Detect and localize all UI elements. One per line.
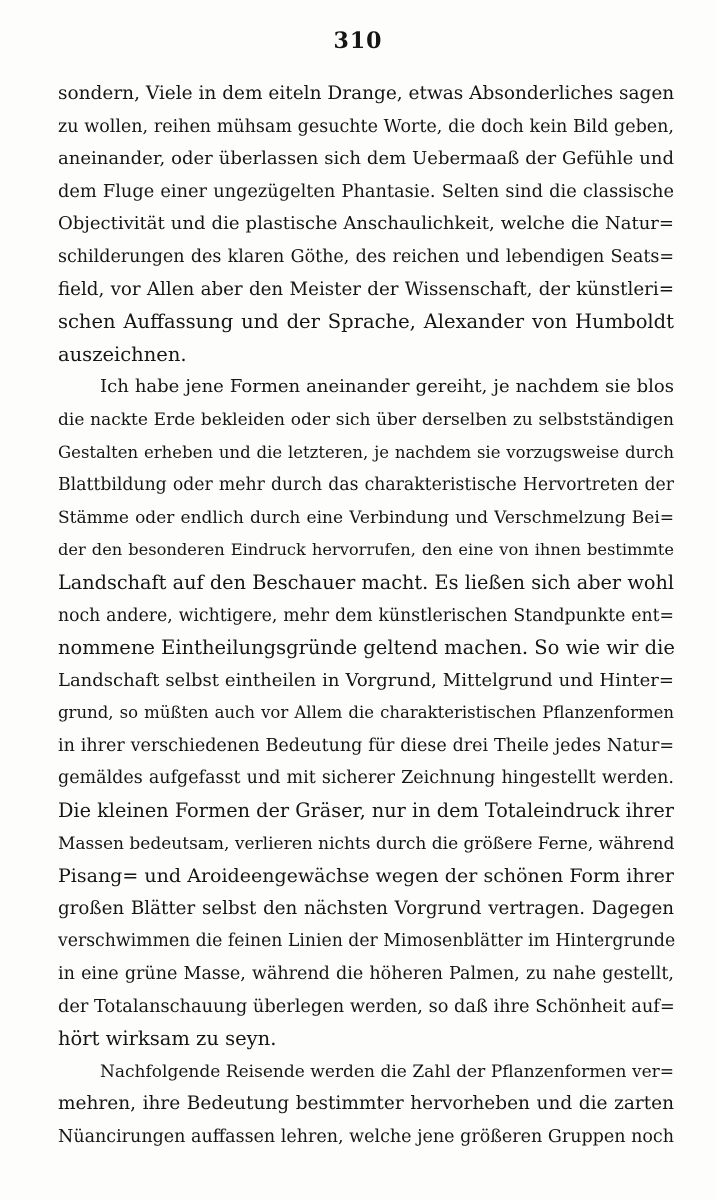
text-line: Die kleinen Formen der Gräser, nur in dem Totaleindruck ihrer	[58, 799, 674, 823]
text-line: großen Blätter selbst den nächsten Vorgrund vertragen. Dagegen	[58, 897, 674, 919]
text-line: schilderungen des klaren Göthe, des reichen und lebendigen Seats=	[58, 246, 674, 267]
text-line: mehren, ihre Bedeutung bestimmter hervorheben und die zarten	[58, 1093, 674, 1115]
text-line: noch andere, wichtigere, mehr dem künstlerischen Standpunkte ent=	[58, 605, 674, 626]
text-line: field, vor Allen aber den Meister der Wissenschaft, der künstleri=	[58, 278, 674, 300]
text-line: dem Fluge einer ungezügelten Phantasie. Selten sind die classische	[58, 181, 674, 202]
text-line: Massen bedeutsam, verlieren nichts durch die größere Ferne, während	[58, 833, 675, 854]
text-line: gemäldes aufgefasst und mit sicherer Zeichnung hingestellt werden.	[58, 768, 674, 789]
text-line: die nackte Erde bekleiden oder sich über derselben zu selbstständigen	[58, 409, 674, 430]
text-line: Blattbildung oder mehr durch das charakteristische Hervortreten der	[58, 475, 674, 496]
text-line: nommene Eintheilungsgründe geltend machen. So wie wir die	[58, 636, 675, 660]
text-line: Stämme oder endlich durch eine Verbindung und Verschmelzung Bei=	[58, 507, 674, 528]
text-line: zu wollen, reihen mühsam gesuchte Worte, die doch kein Bild geben,	[58, 116, 674, 137]
text-line: schen Auffassung und der Sprache, Alexander von Humboldt	[58, 310, 674, 334]
text-line: grund, so müßten auch vor Allem die charakteristischen Pflanzenformen	[58, 703, 674, 723]
paragraph-end-line: auszeichnen.	[58, 342, 187, 366]
text-line: der den besonderen Eindruck hervorrufen, den eine von ihnen bestimmte	[58, 540, 674, 560]
paragraph-start-line: Ich habe jene Formen aneinander gereiht, je nachdem sie blos	[100, 376, 674, 398]
text-line: Gestalten erheben und die letzteren, je nachdem sie vorzugsweise durch	[58, 442, 674, 462]
paragraph-end-line: hört wirksam zu seyn.	[58, 1027, 277, 1051]
text-line: Objectivität und die plastische Anschaulichkeit, welche die Natur=	[58, 213, 674, 235]
text-line: in ihrer verschiedenen Bedeutung für diese drei Theile jedes Natur=	[58, 735, 674, 756]
text-line: verschwimmen die feinen Linien der Mimosenblätter im Hintergrunde	[58, 931, 676, 952]
paragraph-start-line: Nachfolgende Reisende werden die Zahl der Pflanzenformen ver=	[100, 1061, 674, 1082]
page-number: 310	[333, 28, 383, 54]
text-line: in eine grüne Masse, während die höheren Palmen, zu nahe gestellt,	[58, 964, 674, 985]
body-text	[58, 78, 674, 1154]
text-line: der Totalanschauung überlegen werden, so daß ihre Schönheit auf=	[58, 996, 675, 1017]
text-line: sondern, Viele in dem eiteln Drange, etwas Absonderliches sagen	[58, 83, 675, 104]
text-line: Landschaft selbst eintheilen in Vorgrund, Mittelgrund und Hinter=	[58, 669, 674, 691]
text-line: Nüancirungen auffassen lehren, welche jene größeren Gruppen noch	[58, 1127, 674, 1147]
text-line: Pisang= und Aroideengewächse wegen der schönen Form ihrer	[58, 865, 674, 888]
text-line: Landschaft auf den Beschauer macht. Es ließen sich aber wohl	[58, 570, 674, 594]
text-line: aneinander, oder überlassen sich dem Uebermaaß der Gefühle und	[58, 148, 674, 170]
